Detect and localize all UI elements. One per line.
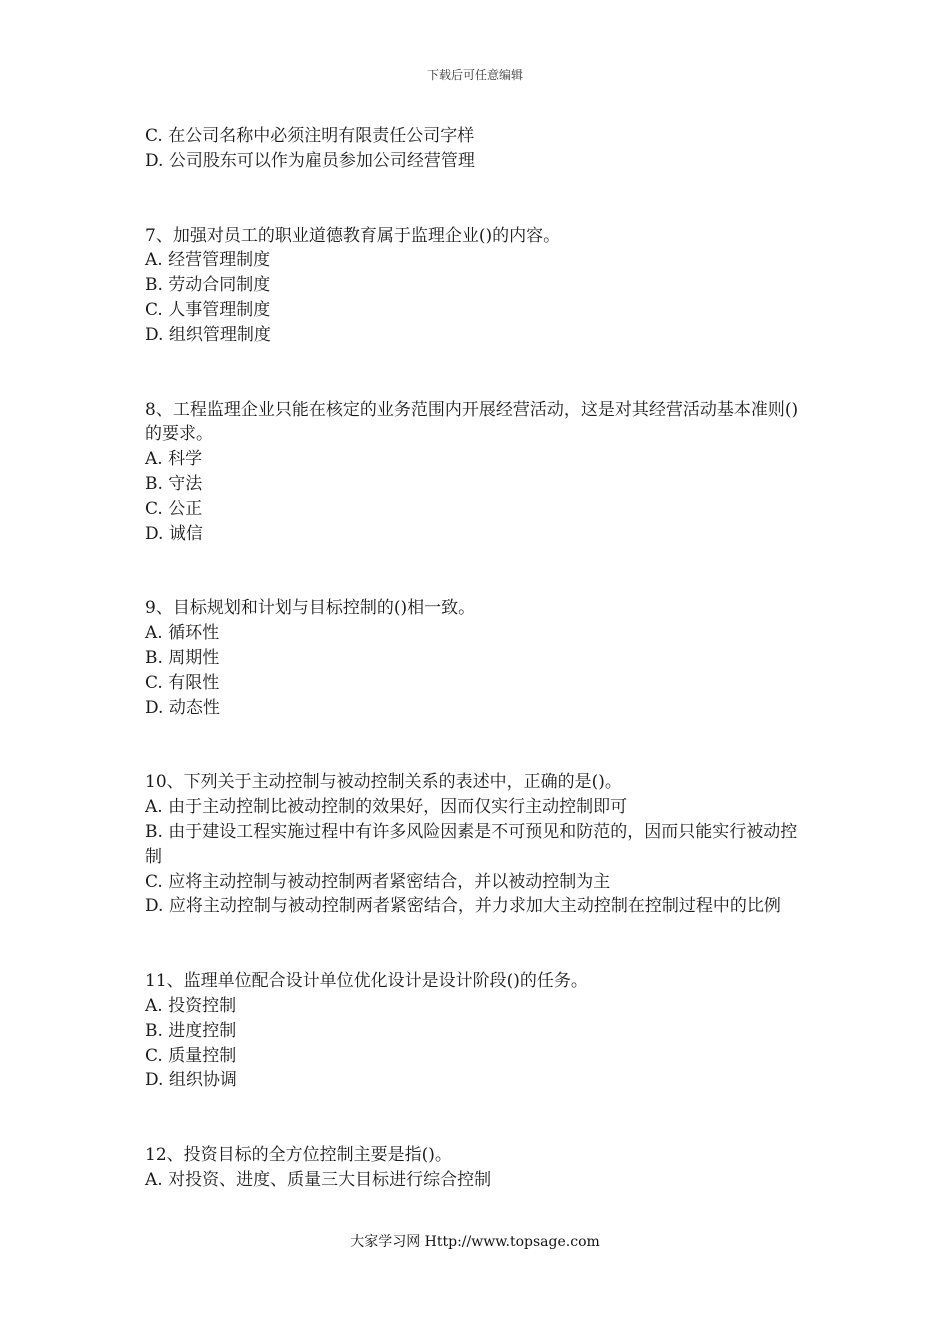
text-line: A. 经营管理制度: [145, 250, 271, 271]
text-line: A. 由于主动控制比被动控制的效果好，因而仅实行主动控制即可: [145, 797, 628, 818]
page-footer: 大家学习网 Http://www.topsage.com: [350, 1234, 600, 1250]
text-line: B. 由于建设工程实施过程中有许多风险因素是不可预见和防范的，因而只能实行被动控制: [145, 821, 798, 867]
text-line: C. 有限性: [145, 672, 220, 693]
text-line: C. 在公司名称中必须注明有限责任公司字样: [145, 126, 475, 146]
text-line: D. 动态性: [145, 697, 220, 718]
text-line: B. 劳动合同制度: [145, 275, 271, 296]
text-line: C. 公正: [145, 498, 203, 519]
text-line: D. 应将主动控制与被动控制两者紧密结合，并力求加大主动控制在控制过程中的比例: [145, 896, 781, 917]
text-line: B. 进度控制: [145, 1020, 237, 1041]
text-line: D. 公司股东可以作为雇员参加公司经营管理: [145, 150, 475, 171]
question-text: 10、下列关于主动控制与被动控制关系的表述中，正确的是()。: [145, 772, 622, 793]
text-line: D. 诚信: [145, 523, 203, 544]
text-line: B. 周期性: [145, 647, 220, 668]
text-line: D. 组织协调: [145, 1070, 237, 1091]
question-text: 11、监理单位配合设计单位优化设计是设计阶段()的任务。: [145, 971, 588, 992]
text-line: D. 组织管理制度: [145, 324, 271, 345]
text-line: A. 科学: [145, 449, 203, 470]
text-line: A. 对投资、进度、质量三大目标进行综合控制: [145, 1169, 492, 1190]
page-header: 下载后可任意编辑: [426, 68, 523, 82]
question-text: 8、工程监理企业只能在核定的业务范围内开展经营活动，这是对其经营活动基本准则()的要求。: [145, 399, 799, 445]
text-line: C. 质量控制: [145, 1045, 237, 1066]
text-line: C. 应将主动控制与被动控制两者紧密结合，并以被动控制为主: [145, 871, 611, 892]
question-text: 9、目标规划和计划与目标控制的()相一致。: [145, 598, 476, 619]
question-text: 12、投资目标的全方位控制主要是指()。: [145, 1145, 452, 1166]
text-line: A. 循环性: [145, 623, 220, 644]
text-line: C. 人事管理制度: [145, 299, 271, 320]
question-text: 7、加强对员工的职业道德教育属于监理企业()的内容。: [145, 225, 561, 246]
text-line: B. 守法: [145, 473, 203, 494]
text-line: A. 投资控制: [145, 995, 237, 1016]
document-body: [145, 124, 810, 1193]
